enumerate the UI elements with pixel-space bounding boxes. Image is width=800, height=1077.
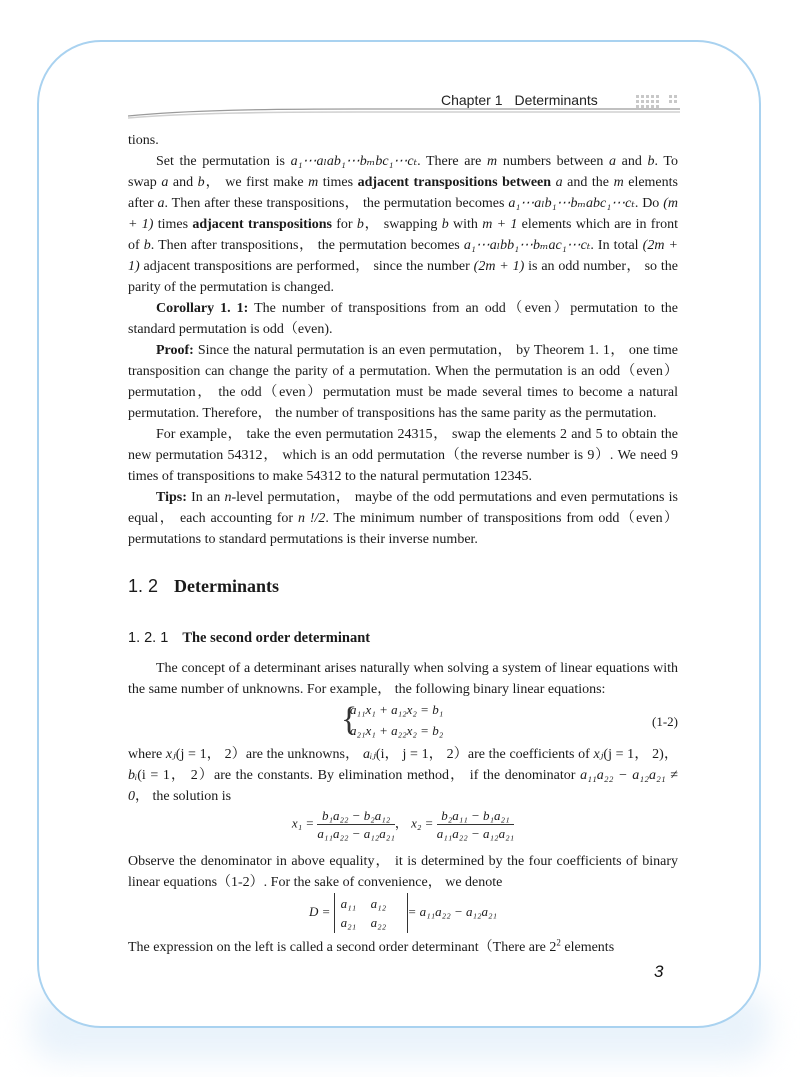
equation-line-1: a₁₁x₁ + a₁₂x₂ = b₁ xyxy=(350,702,444,717)
equation-tag: (1-2) xyxy=(652,714,678,729)
determinant-matrix: a₁₁ a₁₂ a₂₁ a₂₂ xyxy=(334,893,408,933)
section-heading xyxy=(128,564,678,608)
x1-fraction: $\frac{\text{b₁a₂₂ − b₂a₁₂}}{\text{a₁₁a₂₂ − a₁₂a₂₁}}$ xyxy=(317,808,395,841)
concept-paragraph: The concept of a determinant arises naturally when solving a system of linear equations with the same number of unknowns. For example， the following binary linear equations: xyxy=(128,661,678,697)
tips-label: Tips: xyxy=(156,490,187,505)
equation-system xyxy=(128,700,678,744)
section-number: 1. 2 xyxy=(128,576,159,596)
observe-paragraph: Observe the denominator in above equality， it is determined by the four coefficients of binary linear equations（1-2）. For the sake of convenience， we denote xyxy=(128,854,678,890)
corollary-label: Corollary 1. 1: xyxy=(156,301,249,316)
solution-formula: x₁ = $\frac{\text{b₁a₂₂ − b₂a₁₂}}{\text{a₁₁a₂₂ − a₁₂a₂₁}}$ ， x₂ = $\frac{\text{b₂a₁₁ − b₁a₂₁}}{\text{a₁₁a₂₂ − a₁₂a₂₁}}$ xyxy=(291,808,515,841)
intro-tail: tions. xyxy=(128,133,159,148)
x2-fraction: $\frac{\text{b₂a₁₁ − b₁a₂₁}}{\text{a₁₁a₂₂ − a₁₂a₂₁}}$ xyxy=(436,808,515,841)
proof: Proof: Since the natural permutation is an even permutation， by Theorem 1. 1， one time transposition can change the parity of a permutation. When the permutation is an odd（even）permutation， the odd（even）permutation must be made several times to become a natural permutation. Therefore， the number of transpositions has the same parity as the permutation. xyxy=(128,343,678,421)
determinant-definition: D = a₁₁ a₁₂ a₂₁ a₂₂= a₁₁a₂₂ − a₁₂a₂₁ xyxy=(128,893,678,937)
chapter-title: Determinants xyxy=(514,92,598,108)
last-line: The expression on the left is called a second order determinant（There are $2^2$ elements xyxy=(128,937,615,955)
section-title: Determinants xyxy=(174,576,280,596)
page-body xyxy=(128,130,678,958)
proof-label: Proof: xyxy=(156,343,194,358)
subsection-title: The second order determinant xyxy=(182,630,371,646)
para-swap: Set the permutation is a₁⋯aₗab₁⋯bₘbc₁⋯cₜ. There are m numbers between a and b. To swap a and b， we first make m times adjacent transpositions between a and the m elements after a. Then after these transpositions， the permutation becomes a₁⋯aₗb₁⋯bₘabc₁⋯cₜ. Do (m + 1) times adjacent transpositions for b， swapping b with m + 1 elements which are in front of b. Then after transpositions， the permutation becomes a₁⋯aₗbb₁⋯bₘac₁⋯cₜ. In total (2m + 1) adjacent transpositions are performed， since the number (2m + 1) is an odd number， so the parity of the permutation is changed. xyxy=(128,154,679,295)
subsection-number: 1. 2. 1 xyxy=(128,630,169,646)
header-rule xyxy=(128,100,680,120)
where-paragraph: where xⱼ(j = 1， 2）are the unknowns， aᵢⱼ(i， j = 1， 2）are the coefficients of xⱼ(j = 1， 2)， bᵢ(i = 1， 2）are the constants. By elimination method， if the denominator a₁₁a₂₂ − a₁₂a₂₁ ≠ 0， the solution is xyxy=(128,747,679,804)
left-brace: { xyxy=(341,701,358,738)
subsection-heading xyxy=(128,618,678,658)
corollary: Corollary 1. 1: The number of transpositions from an odd（even）permutation to the standard permutation is odd（even). xyxy=(128,301,679,337)
tips: Tips: In an n-level permutation， maybe of the odd permutations and even permutations is equal， each accounting for n !/2. The minimum number of transpositions from odd（even）permutations to standard permutations is their inverse number. xyxy=(128,490,678,547)
chapter-label: Chapter 1 xyxy=(441,92,503,108)
page-number: 3 xyxy=(654,962,664,981)
equation-line-2: a₂₁x₁ + a₂₂x₂ = b₂ xyxy=(350,723,444,738)
example: For example， take the even permutation 24315， swap the elements 2 and 5 to obtain the new permutation 54312， which is an odd permutation（the reverse number is 9）. We need 9 times of transpositions to make 54312 to the natural permutation 12345. xyxy=(128,427,678,484)
